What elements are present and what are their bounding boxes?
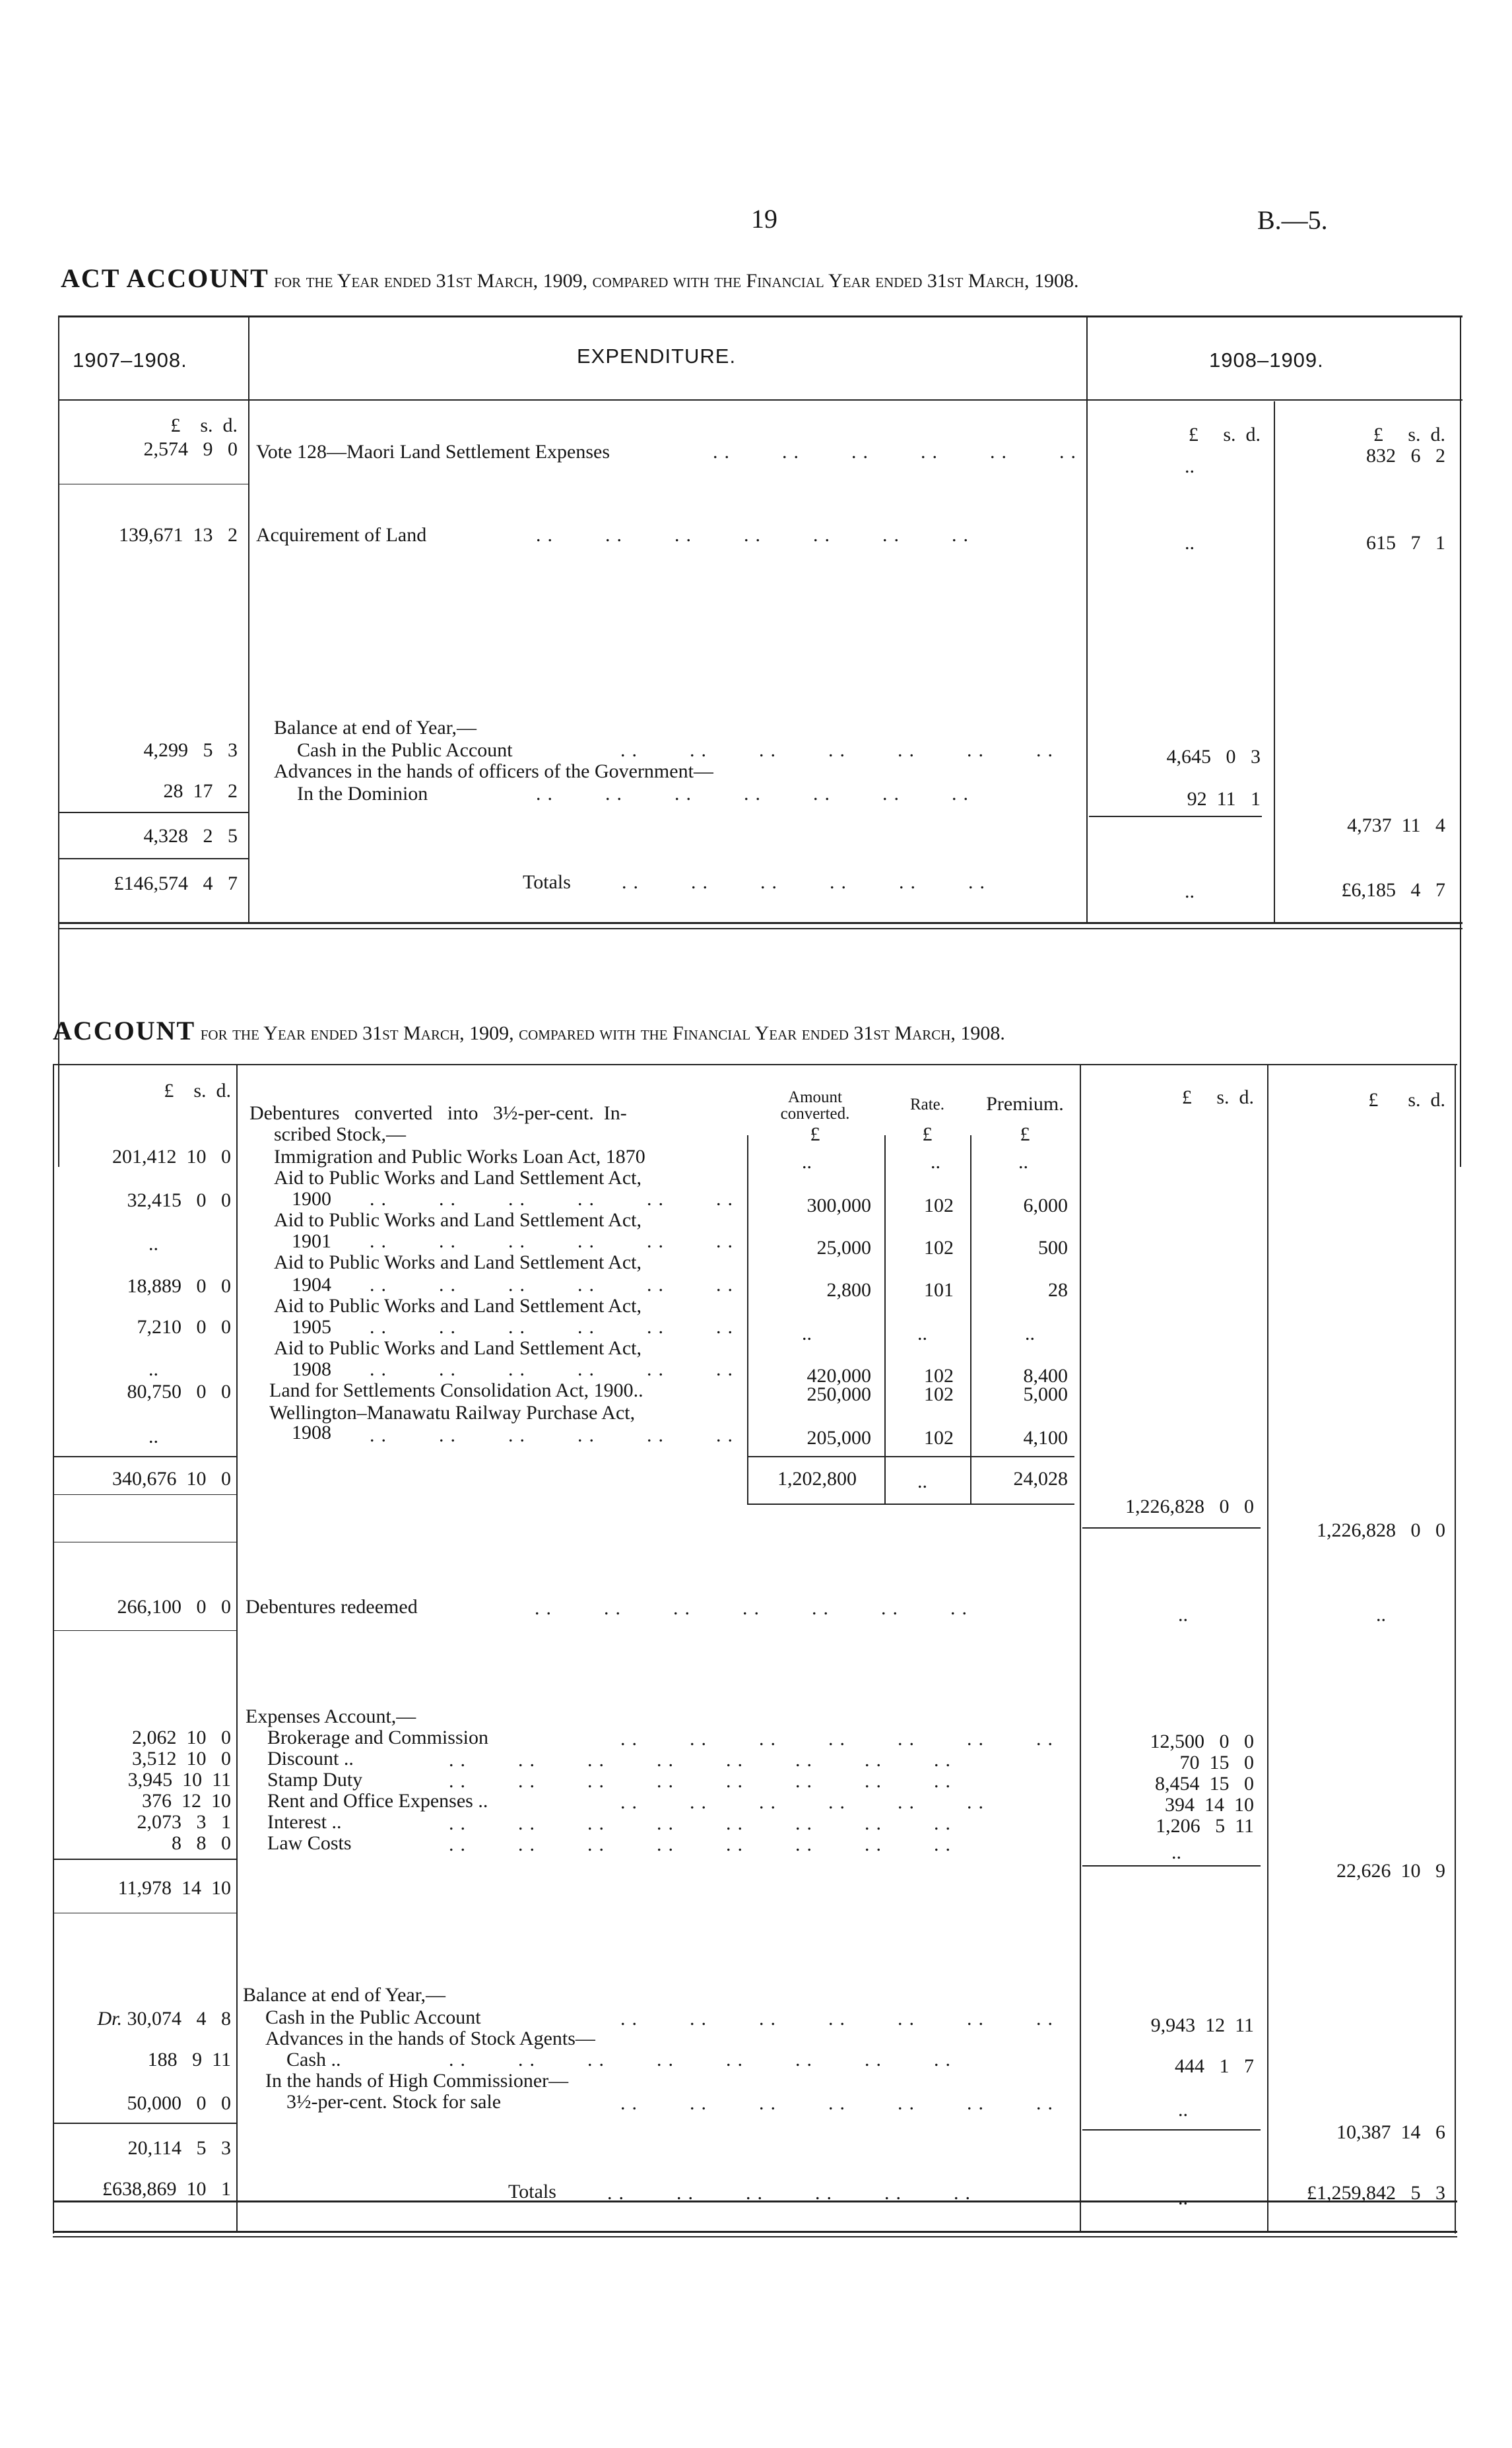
conversion-premium: .. [1025,1323,1035,1344]
leader-dots: .. .. .. .. .. .. .. .. [449,1812,957,1834]
conversion-premium: .. [1018,1151,1028,1173]
expense-description: Discount .. [267,1748,354,1770]
bottom-units-r1: £ s. d. [1181,1086,1254,1108]
conversion-rate: .. [917,1323,927,1344]
conversion-premium: 500 [1038,1237,1068,1259]
conversion-total-r2: 1,226,828 0 0 [1317,1519,1445,1541]
top-title-rest: for the Year ended 31st March, 1909, compared with the Financial Year ended 31st March, 1908. [269,270,1079,292]
unit-premium: £ [1020,1123,1030,1145]
top-table-bottom-rule [58,928,1463,929]
leader-dots: .. .. .. .. .. .. [607,2182,977,2204]
subtotal-rule [1082,1865,1261,1867]
subtotal-rule [58,858,249,859]
acquirement-1908-col1: .. [1185,532,1195,554]
conversion-act-year: 1900 [292,1188,331,1210]
conversion-amount: 300,000 [806,1195,871,1216]
conversion-total-left: 340,676 10 0 [112,1468,231,1490]
conversion-total-premium: 24,028 [1013,1468,1068,1490]
conversion-amount: 205,000 [806,1427,871,1449]
conversion-rate: 102 [924,1195,954,1216]
leader-dots: .. .. .. .. .. .. [370,1316,739,1338]
leader-dots: .. .. .. .. .. .. [370,1424,739,1446]
conversion-act: Aid to Public Works and Land Settlement Act, [274,1251,641,1273]
expense-left: 3,512 10 0 [132,1748,231,1770]
conversion-amount: 25,000 [816,1237,871,1259]
leader-dots: .. .. .. .. .. .. [370,1188,739,1210]
conversion-rate: .. [931,1151,940,1173]
header-premium: Premium. [986,1093,1064,1115]
expense-description: Interest .. [267,1811,342,1833]
dominion-description: In the Dominion [297,783,428,805]
balance-1908-total: 4,737 11 4 [1347,814,1445,836]
conversion-left-amount: .. [148,1233,158,1255]
top-totals-label: Totals [523,871,571,893]
bottom-title-rest: for the Year ended 31st March, 1909, compared with the Financial Year ended 31st March, 1908. [195,1022,1005,1044]
conversion-act-year: 1905 [292,1316,331,1338]
header-rate: Rate. [909,1096,945,1113]
page-number: 19 [751,204,777,234]
header-amount-converted: Amount converted. [780,1088,850,1123]
expense-r1: 8,454 15 0 [1155,1773,1254,1795]
balance-heading: Balance at end of Year,— [274,717,477,739]
leader-dots: .. .. .. .. .. .. .. .. [449,1749,957,1771]
conversion-amount: 2,800 [826,1279,871,1301]
expense-r1: 1,206 5 11 [1156,1815,1254,1837]
expenses-total-left: 11,978 14 10 [117,1877,231,1899]
expense-description: Rent and Office Expenses .. [267,1790,488,1812]
balance-hc-description: 3½-per-cent. Stock for sale [286,2091,502,2113]
bottom-table-border-right [1455,1064,1456,2233]
leader-dots: .. .. .. .. .. .. [370,1358,739,1380]
leader-dots: .. .. .. .. .. .. .. .. [449,1834,957,1855]
bottom-totals-r2: £1,259,842 5 3 [1307,2182,1445,2204]
debentures-heading-cont: scribed Stock,— [274,1123,406,1145]
top-units-left: £ s. d. [170,414,238,436]
top-col-divider [1086,315,1088,923]
conversion-left-amount: 201,412 10 0 [112,1146,231,1168]
top-col-divider [248,315,249,923]
expense-r1: 70 15 0 [1179,1752,1254,1773]
conversion-total-r1: 1,226,828 0 0 [1125,1496,1254,1517]
conversion-rate: 102 [924,1365,954,1387]
bottom-col-divider [236,1064,238,2231]
bottom-units-left: £ s. d. [164,1080,231,1102]
subtotal-rule [53,1859,238,1860]
acquirement-1908-col2: 615 7 1 [1366,532,1445,554]
conversion-rate: 102 [924,1237,954,1259]
balance-hc-left: 50,000 0 0 [127,2092,231,2114]
top-units-r1: £ s. d. [1188,424,1261,446]
subtotal-rule [1082,1527,1261,1529]
conversion-act: Immigration and Public Works Loan Act, 1870 [274,1146,645,1168]
leader-dots: .. .. .. .. .. .. .. [620,2092,1059,2114]
leader-dots: .. .. .. .. .. .. .. [620,739,1059,761]
row-rule [53,1494,238,1495]
conversion-amount: .. [802,1323,812,1344]
balance-agents-description: Cash .. [286,2049,341,2070]
advances-description: Advances in the hands of officers of the Government— [274,760,713,782]
leader-dots: .. .. .. .. .. .. [620,1791,990,1813]
subtotal-rule [58,812,249,813]
leader-dots: .. .. .. .. .. .. .. .. [449,1770,957,1792]
top-table-border-right [1460,315,1461,1167]
expense-left: 2,062 10 0 [132,1727,231,1748]
expense-description: Law Costs [267,1832,352,1854]
balance-agents-r1: 444 1 7 [1175,2055,1254,2077]
conversion-left-amount: 80,750 0 0 [127,1381,231,1403]
conversion-left-amount: 18,889 0 0 [127,1275,231,1297]
expenses-total-right: 22,626 10 9 [1336,1860,1445,1882]
conversion-left-amount: 32,415 0 0 [127,1189,231,1211]
leader-dots: .. .. .. .. .. .. [713,441,1082,463]
vote-description: Vote 128—Maori Land Settlement Expenses [256,441,610,463]
top-totals-1907: £146,574 4 7 [114,873,238,894]
cash-1908-col1: 4,645 0 3 [1166,746,1261,768]
vote-1908-col2: 832 6 2 [1366,445,1445,467]
top-table-rule [58,315,1463,317]
subtotal-rule [53,2123,238,2124]
top-totals-1908-col1: .. [1185,880,1195,902]
conversion-amount: 420,000 [806,1365,871,1387]
balance-cash-left [46,2008,231,2030]
bottom-balance-total-right: 10,387 14 6 [1336,2121,1445,2143]
leader-dots: .. .. .. .. .. .. [370,1230,739,1252]
redeemed-r2: .. [1376,1604,1386,1626]
conversion-act-year: 1908 [292,1422,331,1443]
conversion-premium: 5,000 [1023,1383,1068,1405]
conversion-total-amount: 1,202,800 [777,1468,857,1490]
top-col-head-expenditure: EXPENDITURE. [577,345,737,368]
leader-dots: .. .. .. .. .. .. .. [620,2008,1059,2030]
top-header-rule [58,399,1463,401]
expense-description: Brokerage and Commission [267,1727,488,1748]
conversion-act: Land for Settlements Consolidation Act, 1900.. [269,1379,643,1401]
conversion-rate: 102 [924,1383,954,1405]
unit-rate: £ [922,1123,933,1145]
leader-dots: .. .. .. .. .. .. .. [535,1597,973,1619]
subtotal-rule [53,1456,238,1457]
balance-cash-r1: 9,943 12 11 [1150,2014,1254,2036]
bottom-table-rule [53,1064,1457,1065]
conversion-act: Aid to Public Works and Land Settlement Act, [274,1337,641,1359]
top-table-title [61,263,1078,294]
bottom-title-bold: ACCOUNT [53,1016,196,1045]
top-title-bold: ACT ACCOUNT [61,263,269,293]
subtotal-rule [1082,2129,1261,2131]
debentures-heading: Debentures converted into 3½-per-cent. In- [249,1102,627,1124]
expense-r1: 394 14 10 [1165,1794,1254,1816]
top-col-divider [1274,401,1275,923]
expense-description: Stamp Duty [267,1769,363,1791]
conversion-rate: 101 [924,1279,954,1301]
conversion-premium: 28 [1048,1279,1068,1301]
top-totals-1908-col2: £6,185 4 7 [1341,879,1445,901]
sub-col-divider [884,1135,886,1505]
conversion-act: Wellington–Manawatu Railway Purchase Act, [269,1402,636,1424]
sub-col-divider [970,1135,971,1505]
conversion-act-year: 1908 [292,1358,331,1380]
unit-amount: £ [810,1123,820,1145]
redeemed-left: 266,100 0 0 [117,1596,231,1618]
acquirement-description: Acquirement of Land [256,524,427,546]
balance-hc-heading: In the hands of High Commissioner— [265,2070,569,2092]
top-col-head-1907: 1907–1908. [73,348,187,372]
conversion-amount: .. [802,1151,812,1173]
redeemed-r1: .. [1178,1604,1188,1626]
conversion-premium: 4,100 [1023,1427,1068,1449]
conversion-total-rate: .. [917,1471,927,1492]
conversion-rate: 102 [924,1427,954,1449]
bottom-table-border-left [53,1064,54,2233]
expense-left: 2,073 3 1 [137,1811,231,1833]
row-rule [53,1630,238,1631]
expense-left: 376 12 10 [142,1790,231,1812]
top-table-bottom-rule [58,922,1463,924]
conversion-premium: 8,400 [1023,1365,1068,1387]
conversion-act: Aid to Public Works and Land Settlement Act, [274,1295,641,1317]
leader-dots: .. .. .. .. .. .. .. [620,1728,1059,1750]
cash-1907-amount: 4,299 5 3 [143,739,238,761]
bottom-table-title [53,1015,1005,1046]
top-units-r2: £ s. d. [1373,424,1445,446]
cash-description: Cash in the Public Account [297,739,513,761]
conversion-amount: 250,000 [806,1383,871,1405]
acquirement-1907-amount: 139,671 13 2 [119,524,238,546]
bottom-balance-total-left: 20,114 5 3 [127,2137,231,2159]
balance-hc-r1: .. [1178,2099,1188,2121]
vote-1907-amount: 2,574 9 0 [143,438,238,460]
document-reference: B.—5. [1257,205,1328,235]
bottom-balance-heading: Balance at end of Year,— [243,1984,446,2006]
conversion-left-amount: .. [148,1358,158,1380]
bottom-units-r2: £ s. d. [1368,1089,1445,1111]
bottom-table-bottom-rule [53,2236,1457,2237]
debit-prefix: Dr. [97,2008,122,2030]
expense-left: 8 8 0 [172,1832,231,1854]
dominion-1908-col1: 92 11 1 [1187,788,1261,810]
balance-agents-heading: Advances in the hands of Stock Agents— [265,2028,595,2049]
row-rule [747,1504,1074,1505]
bottom-col-divider [1080,1064,1081,2231]
bottom-totals-left: £638,869 10 1 [102,2178,231,2200]
expense-r1: .. [1171,1841,1181,1863]
expense-left: 3,945 10 11 [127,1769,231,1791]
bottom-table-bottom-rule [53,2231,1457,2233]
leader-dots: .. .. .. .. .. .. .. [536,783,975,805]
subtotal-rule [1089,816,1262,817]
expense-r1: 12,500 0 0 [1150,1731,1254,1752]
conversion-act-year: 1901 [292,1230,331,1252]
balance-1907-total: 4,328 2 5 [143,825,238,847]
conversion-left-amount: 7,210 0 0 [137,1316,231,1338]
expenses-heading: Expenses Account,— [246,1705,416,1727]
bottom-col-divider [1267,1064,1268,2231]
top-col-head-1908: 1908–1909. [1209,348,1324,372]
leader-dots: .. .. .. .. .. .. .. [536,524,975,546]
balance-cash-description: Cash in the Public Account [265,2006,481,2028]
conversion-left-amount: .. [148,1426,158,1447]
balance-agents-left: 188 9 11 [147,2049,231,2070]
leader-dots: .. .. .. .. .. .. [622,871,991,893]
redeemed-description: Debentures redeemed [246,1596,418,1618]
sub-col-divider [747,1135,748,1505]
balance-cash-left-amount: 30,074 4 8 [122,2008,231,2030]
dominion-1907-amount: 28 17 2 [163,780,238,802]
bottom-totals-label: Totals [508,2181,556,2202]
subtotal-rule [747,1456,1074,1457]
bottom-totals-r1: .. [1178,2187,1188,2209]
leader-dots: .. .. .. .. .. .. .. .. [449,2049,957,2070]
conversion-act: Aid to Public Works and Land Settlement Act, [274,1167,641,1189]
leader-dots: .. .. .. .. .. .. [370,1274,739,1296]
conversion-act-year: 1904 [292,1274,331,1296]
conversion-act: Aid to Public Works and Land Settlement Act, [274,1209,641,1231]
vote-1908-col1: .. [1185,455,1195,477]
conversion-premium: 6,000 [1023,1195,1068,1216]
